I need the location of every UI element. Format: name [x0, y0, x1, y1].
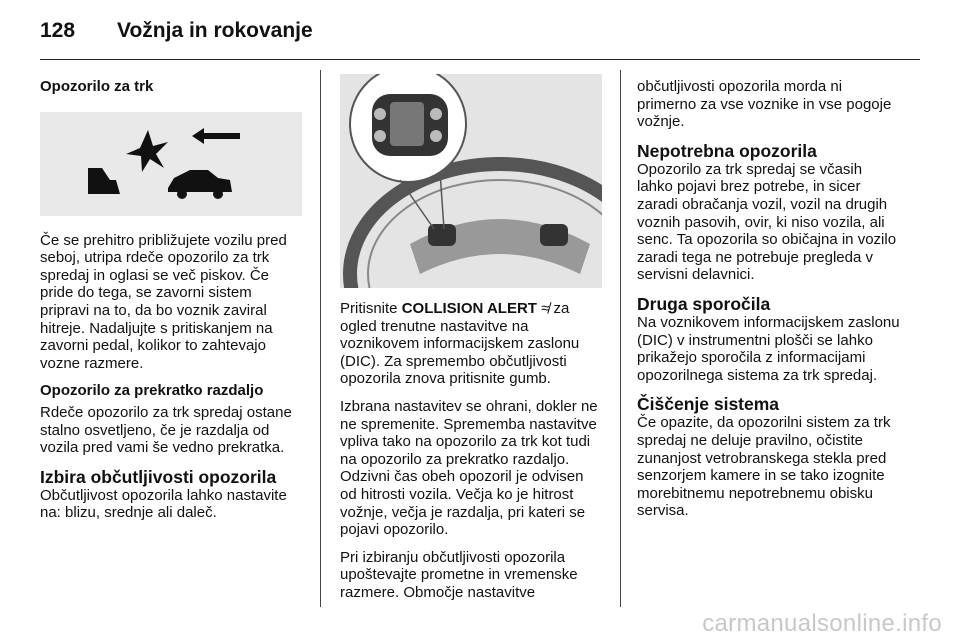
paragraph: občutljivosti opozorila morda ni primerno za vse voznike in vse pogoje vožnje. [637, 78, 892, 131]
section-heading-cleaning: Čiščenje sistema [637, 394, 780, 415]
column-2 [340, 300, 602, 612]
paragraph: Pri izbiranju občutljivosti opozorila upoštevajte prometne in vremenske razmere. Območje nastavitve [340, 548, 578, 601]
paragraph: Če se prehitro približujete vozilu pred seboj, utripa rdeče opozorilo za trk spredaj in oglasi se več piskov. Če pride do tega, se zavorni sistem pripravi na to, da bo voznik zaviral hitreje. Nadaljujte s pritiskanjem na zavorni pedal, kolikor to zahtevajo vozne razmere. [40, 231, 287, 372]
section-heading-sensitivity: Izbira občutljivosti opozorila [40, 466, 277, 487]
paragraph-collision-alert [340, 300, 602, 388]
paragraph: Opozorilo za trk spredaj se včasih lahko pojavi brez potrebe, in sicer zaradi obračanja vozil, vozil na drugih voznih pasovih, ovir, ki niso vozila, ali senc. Ta opozorila so običajna in vozilo zaradi tega ne potrebuje pregleda v servisni delavnici. [637, 160, 897, 284]
steering-wheel-icon [340, 74, 602, 288]
paragraph: Če opazite, da opozorilni sistem za trk spredaj ne deluje pravilno, očistite zunanjost vetrobranskega stekla pred senzorjem kamere in se tako izognite morebitnemu nepotrebnemu obisku servisa. [637, 414, 891, 520]
paragraph: Občutljivost opozorila lahko nastavite na: blizu, srednje ali daleč. [40, 486, 287, 522]
section-heading-unnecessary-warnings: Nepotrebna opozorila [637, 140, 817, 161]
section-heading-short-distance: Opozorilo za prekratko razdaljo [40, 382, 264, 400]
page-number: 128 [40, 19, 76, 42]
section-heading-collision-warning: Opozorilo za trk [40, 78, 154, 95]
steering-wheel-figure [340, 74, 602, 288]
column-divider-1 [320, 70, 321, 607]
column-divider-2 [620, 70, 621, 607]
column-1 [40, 78, 302, 532]
paragraph-prefix: Pritisnite [340, 300, 402, 317]
watermark: carmanualsonline.info [702, 610, 942, 637]
paragraph: Izbrana nastavitev se ohrani, dokler ne ne spremenite. Sprememba nastavitve vpliva tako na opozorilo za trk kot tudi na opozorilo za prekratko razdaljo. Odzivni čas obeh opozoril je odvisen od hitrosti vozila. Večja ko je hitrost vožnje, večja je razdalja, pri kateri se pojavi opozorilo. [340, 397, 598, 539]
paragraph-suffix: za ogled trenutne nastavitve na voznikovem informacijskem zaslonu (DIC). Za spremembo občutljivosti opozorila znova pritisnite gumb. [340, 300, 580, 388]
collision-warning-figure [40, 112, 302, 216]
page-title: Vožnja in rokovanje [117, 19, 313, 42]
paragraph: Na voznikovem informacijskem zaslonu (DIC) v instrumentni plošči se lahko prikažejo sporočila z informacijami opozorilnega sistema za trk spredaj. [637, 313, 900, 384]
collision-warning-icon [40, 112, 302, 216]
header-rule [40, 59, 920, 60]
collision-alert-button-name: COLLISION ALERT [401, 300, 537, 317]
column-3 [637, 78, 901, 530]
collision-alert-icon: ≉ [541, 300, 550, 317]
paragraph: Rdeče opozorilo za trk spredaj ostane stalno osvetljeno, če je razdalja od vozila pred vami še vedno prekratka. [40, 403, 292, 457]
section-heading-other-messages: Druga sporočila [637, 293, 771, 314]
